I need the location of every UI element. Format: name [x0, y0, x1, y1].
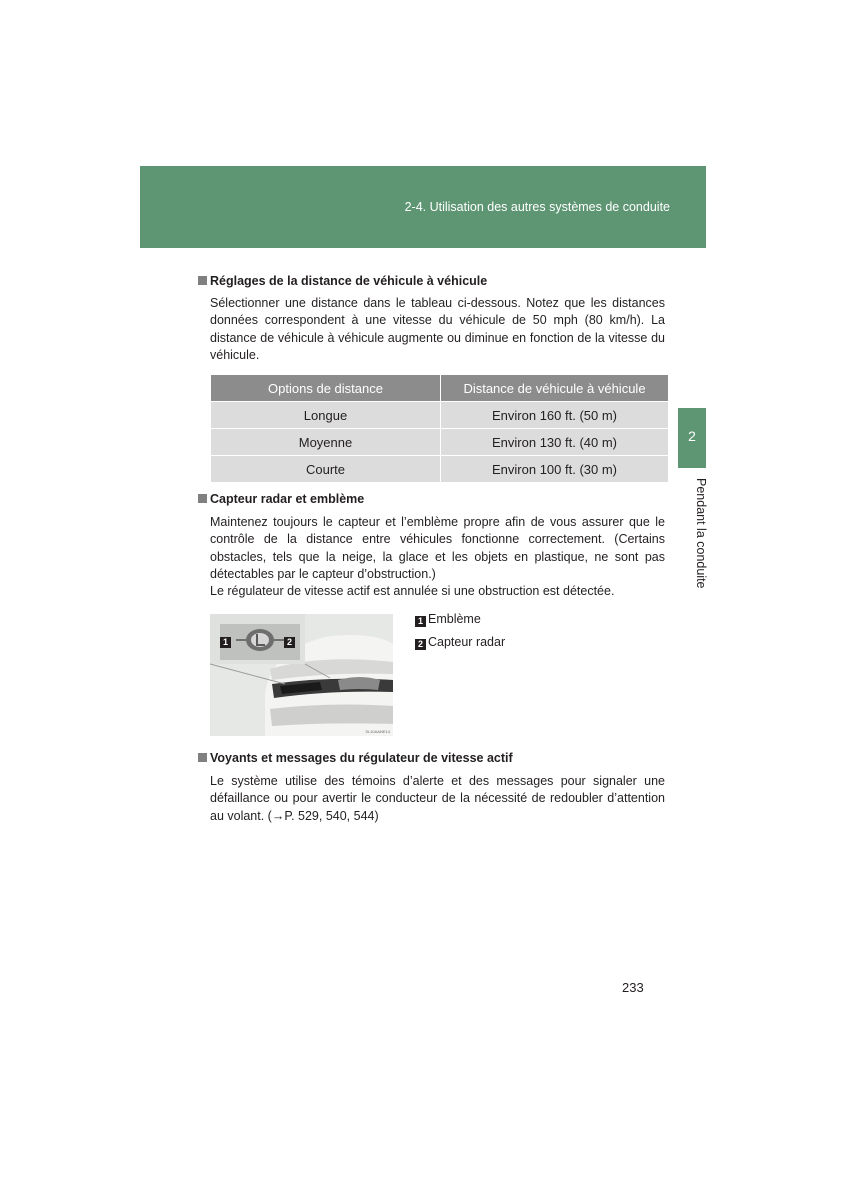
- car-front-illustration: [210, 614, 393, 736]
- text-line: données correspondent à une vitesse du véhicule de 50 mph (80 km/h). La: [210, 313, 665, 328]
- text-line: Le régulateur de vitesse actif est annulée si une obstruction est détectée.: [210, 584, 615, 599]
- legend-label: Capteur radar: [428, 635, 506, 649]
- chapter-tab-number: 2: [688, 428, 696, 444]
- legend-label: Emblème: [428, 612, 481, 626]
- section-heading-text: Capteur radar et emblème: [210, 492, 365, 506]
- table-cell: Courte: [211, 456, 441, 483]
- square-bullet-icon: [198, 276, 207, 285]
- chapter-header-title: 2-4. Utilisation des autres systèmes de conduite: [404, 200, 670, 214]
- square-bullet-icon: [198, 753, 207, 762]
- section-heading-text: Voyants et messages du régulateur de vitesse actif: [210, 751, 513, 765]
- callout-2-marker: 2: [284, 637, 295, 648]
- text-line: Maintenez toujours le capteur et l’emblème propre afin de vous assurer que le: [210, 515, 665, 529]
- car-front-drawing: [210, 614, 393, 736]
- table-cell: Longue: [211, 402, 441, 429]
- text-line: Sélectionner une distance dans le tableau ci-dessous. Notez que les distances: [210, 296, 665, 310]
- page-reference-link[interactable]: au volant. (→P. 529, 540, 544): [210, 808, 379, 823]
- table-cell: Environ 160 ft. (50 m): [441, 402, 669, 429]
- page-number: 233: [622, 980, 644, 995]
- square-bullet-icon: [198, 494, 207, 503]
- section-heading-warnings: [198, 751, 513, 765]
- legend-number: 1: [415, 616, 426, 627]
- text-line: obstacles, tels que la neige, la glace et les objets en plastique, ne sont pas: [210, 549, 665, 564]
- section-heading-radar: [198, 492, 364, 506]
- text-line: distance de véhicule à véhicule augmente ou diminue en fonction de la vitesse du: [210, 330, 665, 345]
- table-row: [211, 402, 668, 429]
- table-header-cell: Distance de véhicule à véhicule: [441, 375, 669, 402]
- paragraph-distance: [210, 295, 665, 364]
- callout-1-marker: 1: [220, 637, 231, 648]
- table-cell: Environ 130 ft. (40 m): [441, 429, 669, 456]
- text-line: véhicule.: [210, 347, 260, 362]
- table-cell: Moyenne: [211, 429, 441, 456]
- legend-item-radar: [415, 635, 505, 650]
- chapter-header-band: [140, 166, 706, 248]
- table-header-row: [211, 375, 668, 402]
- paragraph-warnings: [210, 773, 665, 825]
- paragraph-radar: [210, 514, 665, 600]
- table-row: [211, 456, 668, 483]
- chapter-side-label: Pendant la conduite: [694, 478, 708, 589]
- text-line: contrôle de la distance entre véhicules fonctionne correctement. (Certains: [210, 532, 665, 547]
- chapter-tab: [678, 408, 706, 468]
- table-cell: Environ 100 ft. (30 m): [441, 456, 669, 483]
- section-heading-distance: [198, 274, 487, 288]
- figure-code: SL10AANE14: [365, 729, 390, 734]
- text-line: Le système utilise des témoins d’alerte et des messages pour signaler une: [210, 774, 665, 788]
- text-line: détectables par le capteur d’obstruction.): [210, 566, 436, 581]
- legend-item-emblem: [415, 612, 481, 627]
- table-header-cell: Options de distance: [211, 375, 441, 402]
- table-row: [211, 429, 668, 456]
- distance-table: [211, 375, 668, 482]
- legend-number: 2: [415, 639, 426, 650]
- text-line: défaillance ou pour avertir le conducteur de la nécessité de redoubler d’attention: [210, 791, 665, 806]
- section-heading-text: Réglages de la distance de véhicule à véhicule: [210, 274, 488, 288]
